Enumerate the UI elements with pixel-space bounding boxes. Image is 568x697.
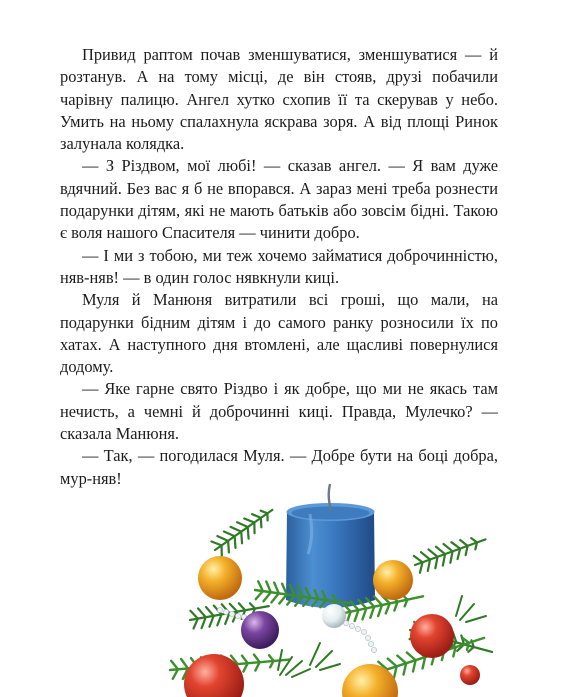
christmas-candle-illustration (160, 470, 510, 697)
orange-ornament-icon (373, 560, 413, 600)
paragraph-6: — Так, — погодилася Муля. — Добре бути на боці добра, мур-няв! (60, 446, 498, 488)
story-text (60, 44, 498, 490)
orange-ornament-icon (198, 556, 242, 600)
paragraph-5: — Яке гарне свято Різдво і як добре, що ми не якась там нечисть, а чемні й доброчинні киці. Правда, Мулечко? — сказала Манюня. (60, 379, 498, 444)
purple-ornament-icon (241, 611, 279, 649)
white-ornament-icon (322, 604, 346, 628)
candle-arrangement-svg (160, 470, 510, 697)
paragraph-4: Муля й Манюня витратили всі гроші, що мали, на подарунки бідним дітям і до самого ранку розносили їх по хатах. А наступного дня втомлені, але щасливі повернулися додому. (60, 290, 498, 377)
paragraph-2: — З Різдвом, мої любі! — сказав ангел. — Я вам дуже вдячний. Без вас я б не впорався. А зараз мені треба рознести подарунки дітям, які не мають батьків або зовсім бідні. Такою є воля нашого Спасителя — чинити добро. (60, 156, 498, 243)
paragraph-1: Привид раптом почав зменшуватися, зменшуватися — й розтанув. А на тому місці, де він стояв, друзі побачили чарівну палицю. Ангел хутко схопив її та скерував у небо. Умить на ньому спалахнула яскрава зоря. А від площі Ринок залунала колядка. (60, 45, 498, 154)
red-ornament-icon (460, 665, 480, 685)
wick-icon (329, 484, 331, 510)
red-ornament-icon (410, 614, 454, 658)
paragraph-3: — І ми з тобою, ми теж хочемо займатися доброчинністю, няв-няв! — в один голос нявкнули киці. (60, 245, 498, 287)
